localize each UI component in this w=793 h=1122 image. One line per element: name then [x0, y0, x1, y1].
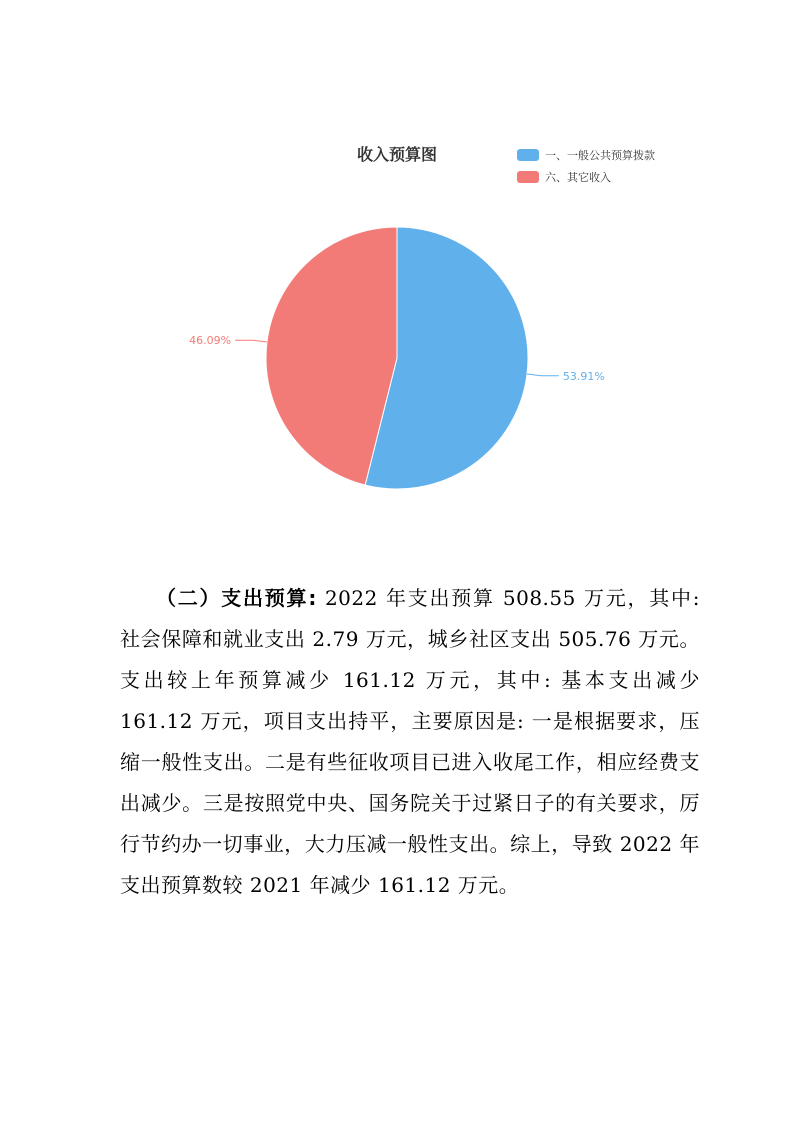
pie-label-line — [235, 340, 267, 342]
legend-label: 六、其它收入 — [545, 171, 611, 184]
section-heading: （二）支出预算: — [156, 586, 317, 610]
pie-label-line — [527, 374, 559, 376]
pie-chart — [0, 0, 793, 560]
expenditure-paragraph — [120, 578, 700, 906]
legend-label: 一、一般公共预算拨款 — [545, 149, 655, 162]
section-body: 2022 年支出预算 508.55 万元，其中: 社会保障和就业支出 2.79 万元，城乡社区支出 505.76 万元。支出较上年预算减少 161.12 万元，其中: 基本支出减少 161.12 万元，项目支出持平，主要原因是: 一是根据要求，压缩一般性支出。二是有些征收项目已进入收尾工作，相应经费支出减少。三是按照党中央、国务院关于过紧日子的有关要求，厉行节约办一切事业，大力压减一般性支出。综上，导致 2022 年支出预算数较 2021 年减少 161.12 万元。 — [120, 586, 701, 897]
pie-data-label: 53.91% — [562, 369, 605, 383]
chart-title: 收入预算图 — [356, 145, 437, 164]
pie-data-label: 46.09% — [189, 334, 232, 348]
